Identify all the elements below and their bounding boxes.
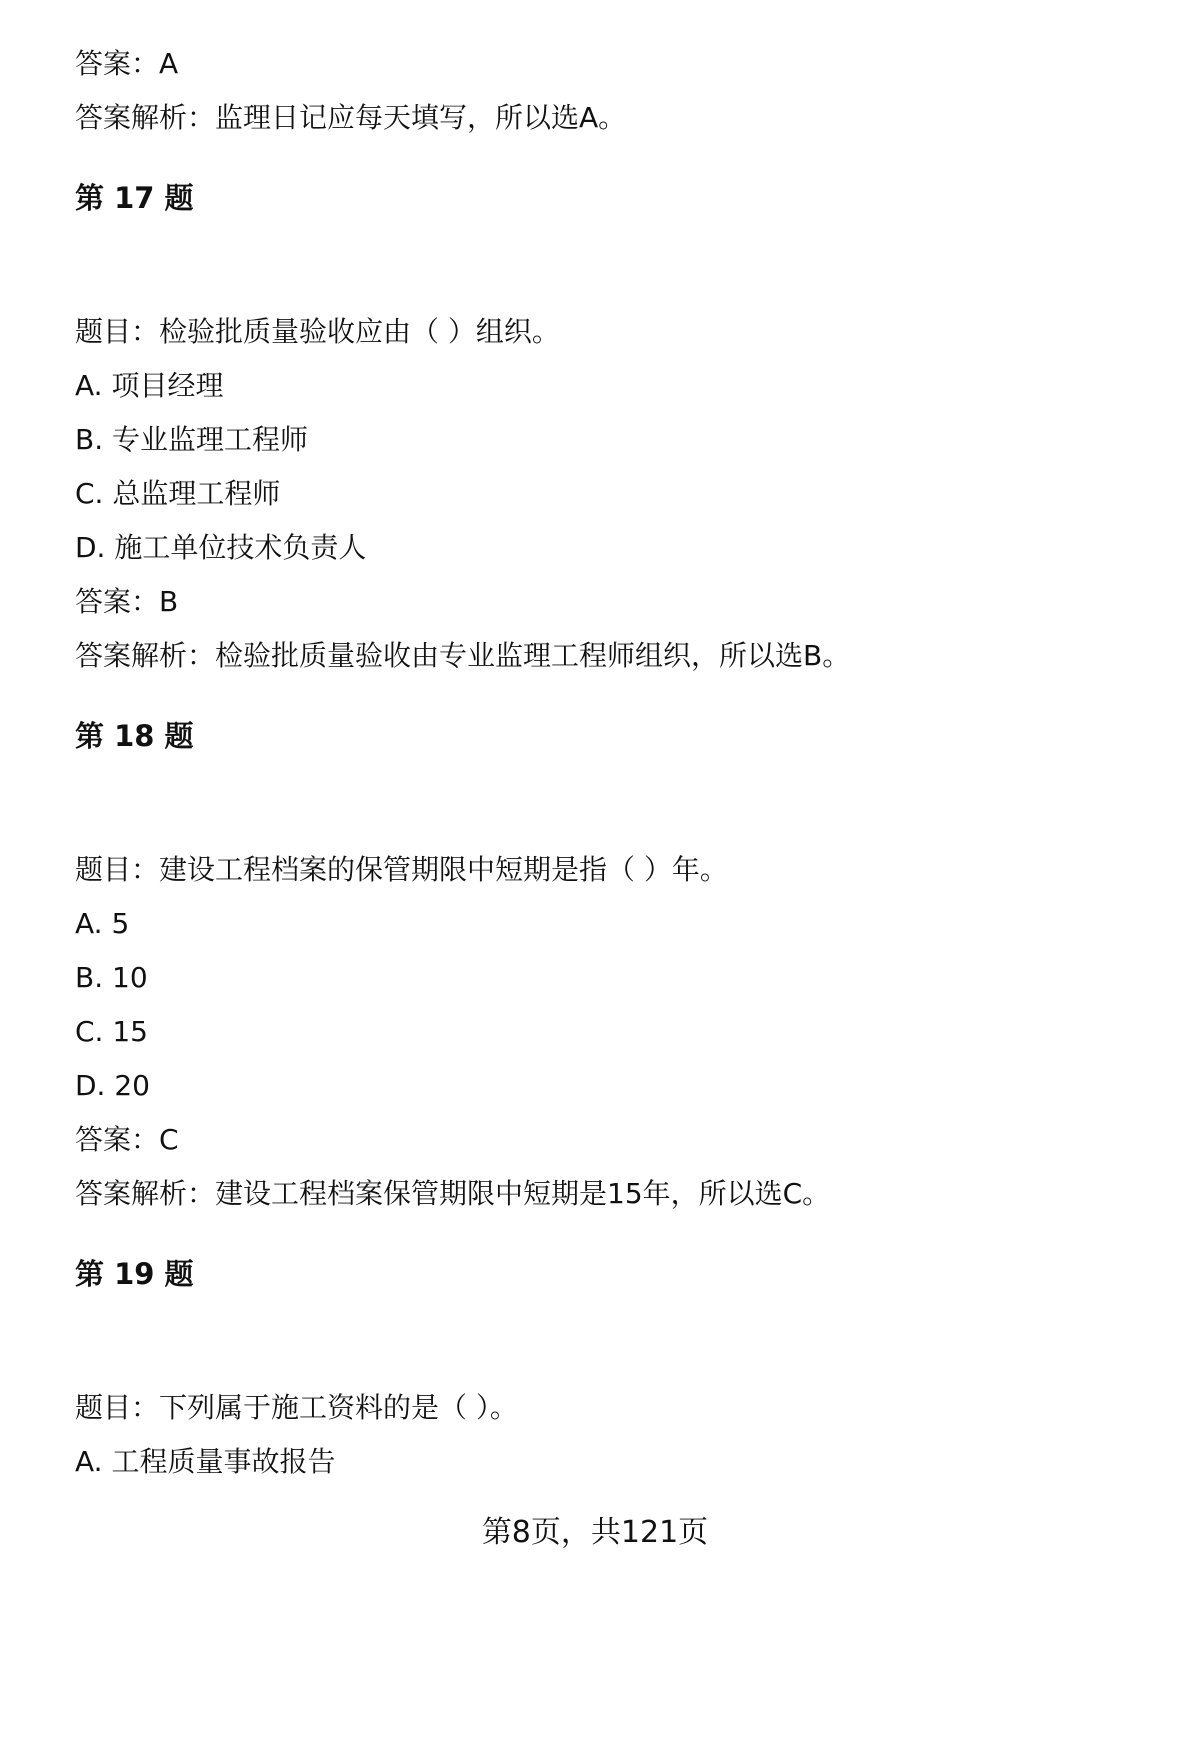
question-18-stem: 题目：建设工程档案的保管期限中短期是指（ ）年。 [75, 853, 728, 886]
prev-answer: 答案：A [75, 47, 179, 80]
question-17-answer: 答案：B [75, 585, 179, 618]
question-17-explanation: 答案解析：检验批质量验收由专业监理工程师组织，所以选B。 [75, 639, 851, 672]
question-17-option-a: A. 项目经理 [75, 369, 224, 402]
question-17-option-b: B. 专业监理工程师 [75, 423, 309, 456]
question-18-option-b: B. 10 [75, 961, 148, 994]
question-19-stem: 题目：下列属于施工资料的是（ ）。 [75, 1391, 518, 1424]
prev-explanation: 答案解析：监理日记应每天填写，所以选A。 [75, 101, 627, 134]
question-18-explanation: 答案解析：建设工程档案保管期限中短期是15年，所以选C。 [75, 1177, 831, 1210]
question-18-option-a: A. 5 [75, 907, 130, 940]
question-18-answer: 答案：C [75, 1123, 179, 1156]
question-17-stem: 题目：检验批质量验收应由（ ）组织。 [75, 315, 560, 348]
question-18-heading: 第 18 题 [75, 719, 194, 753]
question-18-option-d: D. 20 [75, 1069, 150, 1102]
question-19-option-a: A. 工程质量事故报告 [75, 1445, 336, 1478]
question-17-option-d: D. 施工单位技术负责人 [75, 531, 367, 564]
question-19-heading: 第 19 题 [75, 1257, 194, 1291]
question-18-option-c: C. 15 [75, 1015, 148, 1048]
page-number-footer: 第8页，共121页 [481, 1515, 709, 1550]
question-17-heading: 第 17 题 [75, 181, 194, 215]
question-17-option-c: C. 总监理工程师 [75, 477, 281, 510]
